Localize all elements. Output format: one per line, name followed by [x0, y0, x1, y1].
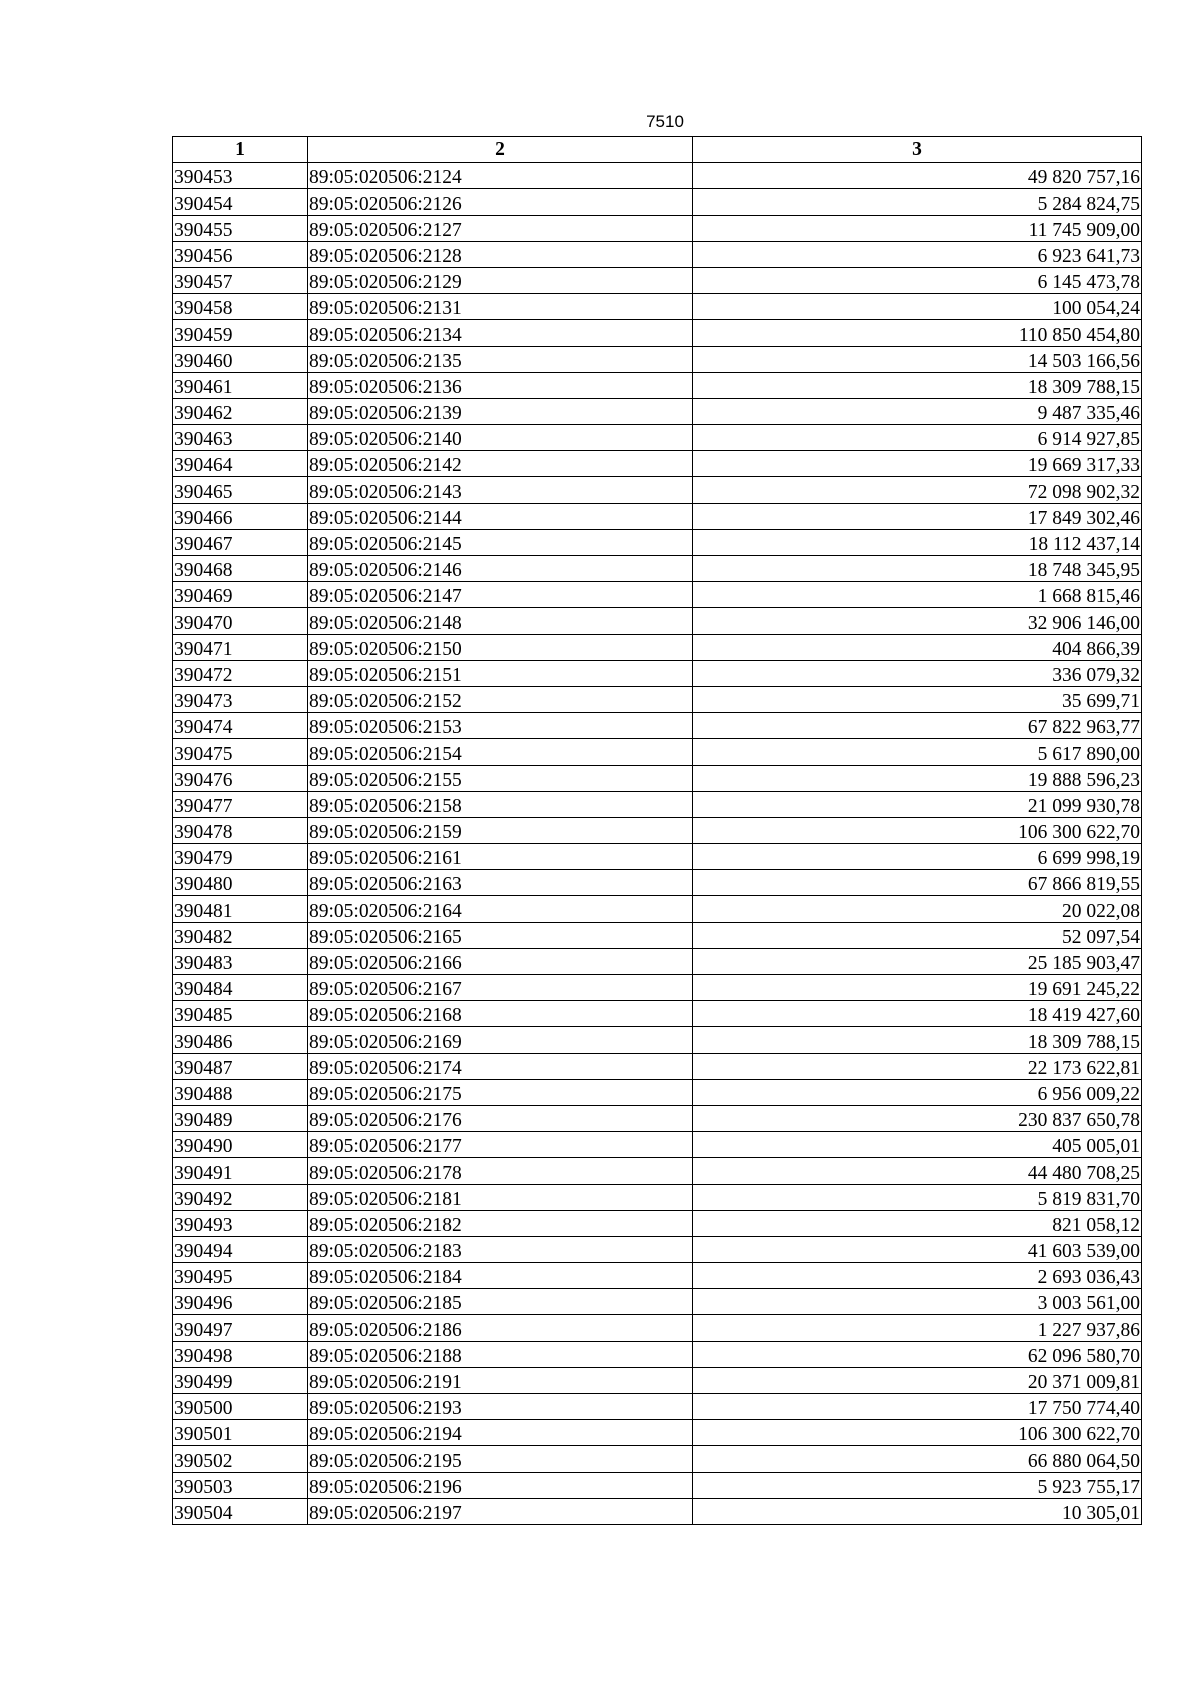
cadastral-number-cell: 89:05:020506:2164 [308, 896, 693, 922]
value-cell: 14 503 166,56 [693, 346, 1142, 372]
column-header-1: 1 [173, 137, 308, 163]
value-cell: 25 185 903,47 [693, 948, 1142, 974]
value-cell: 41 603 539,00 [693, 1236, 1142, 1262]
cadastral-number-cell: 89:05:020506:2176 [308, 1105, 693, 1131]
row-id-cell: 390502 [173, 1446, 308, 1472]
value-cell: 821 058,12 [693, 1210, 1142, 1236]
cadastral-number-cell: 89:05:020506:2185 [308, 1289, 693, 1315]
table-row [173, 267, 1142, 293]
cadastral-number-cell: 89:05:020506:2150 [308, 634, 693, 660]
table-row [173, 1446, 1142, 1472]
table-row [173, 608, 1142, 634]
cadastral-number-cell: 89:05:020506:2155 [308, 765, 693, 791]
table-row [173, 1158, 1142, 1184]
row-id-cell: 390479 [173, 844, 308, 870]
value-cell: 405 005,01 [693, 1132, 1142, 1158]
cadastral-number-cell: 89:05:020506:2163 [308, 870, 693, 896]
row-id-cell: 390470 [173, 608, 308, 634]
table-row [173, 1001, 1142, 1027]
value-cell: 3 003 561,00 [693, 1289, 1142, 1315]
table-row [173, 948, 1142, 974]
value-cell: 67 866 819,55 [693, 870, 1142, 896]
table-row [173, 896, 1142, 922]
row-id-cell: 390492 [173, 1184, 308, 1210]
row-id-cell: 390457 [173, 267, 308, 293]
row-id-cell: 390500 [173, 1394, 308, 1420]
table-row [173, 817, 1142, 843]
table-row [173, 713, 1142, 739]
row-id-cell: 390458 [173, 294, 308, 320]
row-id-cell: 390504 [173, 1498, 308, 1524]
row-id-cell: 390476 [173, 765, 308, 791]
value-cell: 49 820 757,16 [693, 163, 1142, 189]
value-cell: 110 850 454,80 [693, 320, 1142, 346]
row-id-cell: 390461 [173, 372, 308, 398]
value-cell: 72 098 902,32 [693, 477, 1142, 503]
row-id-cell: 390469 [173, 582, 308, 608]
table-row [173, 975, 1142, 1001]
row-id-cell: 390489 [173, 1105, 308, 1131]
value-cell: 5 617 890,00 [693, 739, 1142, 765]
row-id-cell: 390488 [173, 1079, 308, 1105]
value-cell: 5 284 824,75 [693, 189, 1142, 215]
cadastral-number-cell: 89:05:020506:2183 [308, 1236, 693, 1262]
table-row [173, 189, 1142, 215]
column-header-2: 2 [308, 137, 693, 163]
table-row [173, 1315, 1142, 1341]
row-id-cell: 390459 [173, 320, 308, 346]
row-id-cell: 390456 [173, 241, 308, 267]
value-cell: 5 819 831,70 [693, 1184, 1142, 1210]
table-row [173, 241, 1142, 267]
table-row [173, 922, 1142, 948]
table-row [173, 1210, 1142, 1236]
value-cell: 32 906 146,00 [693, 608, 1142, 634]
table-row [173, 1105, 1142, 1131]
value-cell: 106 300 622,70 [693, 817, 1142, 843]
table-row [173, 215, 1142, 241]
row-id-cell: 390465 [173, 477, 308, 503]
table-row [173, 398, 1142, 424]
value-cell: 18 309 788,15 [693, 1027, 1142, 1053]
row-id-cell: 390477 [173, 791, 308, 817]
data-table [172, 136, 1142, 1525]
row-id-cell: 390473 [173, 686, 308, 712]
value-cell: 11 745 909,00 [693, 215, 1142, 241]
table-row [173, 451, 1142, 477]
table-row [173, 1236, 1142, 1262]
table-row [173, 1289, 1142, 1315]
table-row [173, 1263, 1142, 1289]
cadastral-number-cell: 89:05:020506:2197 [308, 1498, 693, 1524]
row-id-cell: 390491 [173, 1158, 308, 1184]
value-cell: 18 309 788,15 [693, 372, 1142, 398]
value-cell: 18 419 427,60 [693, 1001, 1142, 1027]
table-row [173, 686, 1142, 712]
cadastral-number-cell: 89:05:020506:2175 [308, 1079, 693, 1105]
table-row [173, 1498, 1142, 1524]
value-cell: 106 300 622,70 [693, 1420, 1142, 1446]
cadastral-number-cell: 89:05:020506:2184 [308, 1263, 693, 1289]
table-row [173, 791, 1142, 817]
cadastral-number-cell: 89:05:020506:2147 [308, 582, 693, 608]
table-row [173, 1053, 1142, 1079]
table-row [173, 529, 1142, 555]
row-id-cell: 390490 [173, 1132, 308, 1158]
cadastral-number-cell: 89:05:020506:2154 [308, 739, 693, 765]
value-cell: 20 371 009,81 [693, 1367, 1142, 1393]
cadastral-number-cell: 89:05:020506:2129 [308, 267, 693, 293]
table-row [173, 582, 1142, 608]
value-cell: 336 079,32 [693, 660, 1142, 686]
table-row [173, 477, 1142, 503]
cadastral-number-cell: 89:05:020506:2158 [308, 791, 693, 817]
cadastral-number-cell: 89:05:020506:2144 [308, 503, 693, 529]
cadastral-number-cell: 89:05:020506:2148 [308, 608, 693, 634]
table-row [173, 1079, 1142, 1105]
cadastral-number-cell: 89:05:020506:2135 [308, 346, 693, 372]
row-id-cell: 390495 [173, 1263, 308, 1289]
cadastral-number-cell: 89:05:020506:2131 [308, 294, 693, 320]
cadastral-number-cell: 89:05:020506:2128 [308, 241, 693, 267]
cadastral-number-cell: 89:05:020506:2167 [308, 975, 693, 1001]
value-cell: 21 099 930,78 [693, 791, 1142, 817]
row-id-cell: 390496 [173, 1289, 308, 1315]
table-row [173, 1472, 1142, 1498]
row-id-cell: 390475 [173, 739, 308, 765]
row-id-cell: 390498 [173, 1341, 308, 1367]
table-row [173, 1394, 1142, 1420]
value-cell: 10 305,01 [693, 1498, 1142, 1524]
value-cell: 6 145 473,78 [693, 267, 1142, 293]
row-id-cell: 390501 [173, 1420, 308, 1446]
row-id-cell: 390487 [173, 1053, 308, 1079]
value-cell: 404 866,39 [693, 634, 1142, 660]
row-id-cell: 390472 [173, 660, 308, 686]
cadastral-number-cell: 89:05:020506:2194 [308, 1420, 693, 1446]
cadastral-number-cell: 89:05:020506:2177 [308, 1132, 693, 1158]
value-cell: 17 750 774,40 [693, 1394, 1142, 1420]
row-id-cell: 390466 [173, 503, 308, 529]
cadastral-number-cell: 89:05:020506:2174 [308, 1053, 693, 1079]
cadastral-number-cell: 89:05:020506:2161 [308, 844, 693, 870]
value-cell: 100 054,24 [693, 294, 1142, 320]
value-cell: 19 888 596,23 [693, 765, 1142, 791]
table-row [173, 503, 1142, 529]
row-id-cell: 390453 [173, 163, 308, 189]
value-cell: 230 837 650,78 [693, 1105, 1142, 1131]
row-id-cell: 390503 [173, 1472, 308, 1498]
cadastral-number-cell: 89:05:020506:2139 [308, 398, 693, 424]
value-cell: 19 669 317,33 [693, 451, 1142, 477]
table-row [173, 634, 1142, 660]
row-id-cell: 390494 [173, 1236, 308, 1262]
row-id-cell: 390471 [173, 634, 308, 660]
row-id-cell: 390497 [173, 1315, 308, 1341]
value-cell: 18 748 345,95 [693, 556, 1142, 582]
cadastral-number-cell: 89:05:020506:2134 [308, 320, 693, 346]
cadastral-number-cell: 89:05:020506:2153 [308, 713, 693, 739]
value-cell: 67 822 963,77 [693, 713, 1142, 739]
row-id-cell: 390468 [173, 556, 308, 582]
table-row [173, 346, 1142, 372]
cadastral-number-cell: 89:05:020506:2193 [308, 1394, 693, 1420]
cadastral-number-cell: 89:05:020506:2196 [308, 1472, 693, 1498]
value-cell: 66 880 064,50 [693, 1446, 1142, 1472]
cadastral-number-cell: 89:05:020506:2195 [308, 1446, 693, 1472]
value-cell: 35 699,71 [693, 686, 1142, 712]
table-row [173, 870, 1142, 896]
table-row [173, 372, 1142, 398]
table-row [173, 660, 1142, 686]
table-row [173, 556, 1142, 582]
cadastral-number-cell: 89:05:020506:2165 [308, 922, 693, 948]
cadastral-number-cell: 89:05:020506:2166 [308, 948, 693, 974]
cadastral-number-cell: 89:05:020506:2152 [308, 686, 693, 712]
value-cell: 6 699 998,19 [693, 844, 1142, 870]
value-cell: 6 956 009,22 [693, 1079, 1142, 1105]
cadastral-number-cell: 89:05:020506:2182 [308, 1210, 693, 1236]
table-row [173, 1367, 1142, 1393]
row-id-cell: 390483 [173, 948, 308, 974]
value-cell: 9 487 335,46 [693, 398, 1142, 424]
row-id-cell: 390484 [173, 975, 308, 1001]
cadastral-number-cell: 89:05:020506:2143 [308, 477, 693, 503]
table-header-row [173, 137, 1142, 163]
row-id-cell: 390464 [173, 451, 308, 477]
value-cell: 18 112 437,14 [693, 529, 1142, 555]
cadastral-number-cell: 89:05:020506:2140 [308, 425, 693, 451]
cadastral-number-cell: 89:05:020506:2146 [308, 556, 693, 582]
cadastral-number-cell: 89:05:020506:2181 [308, 1184, 693, 1210]
cadastral-number-cell: 89:05:020506:2178 [308, 1158, 693, 1184]
value-cell: 17 849 302,46 [693, 503, 1142, 529]
row-id-cell: 390486 [173, 1027, 308, 1053]
value-cell: 22 173 622,81 [693, 1053, 1142, 1079]
cadastral-number-cell: 89:05:020506:2186 [308, 1315, 693, 1341]
value-cell: 6 914 927,85 [693, 425, 1142, 451]
table-row [173, 294, 1142, 320]
table-row [173, 1420, 1142, 1446]
row-id-cell: 390485 [173, 1001, 308, 1027]
cadastral-number-cell: 89:05:020506:2169 [308, 1027, 693, 1053]
row-id-cell: 390455 [173, 215, 308, 241]
table-row [173, 739, 1142, 765]
row-id-cell: 390478 [173, 817, 308, 843]
value-cell: 20 022,08 [693, 896, 1142, 922]
table-row [173, 844, 1142, 870]
value-cell: 44 480 708,25 [693, 1158, 1142, 1184]
cadastral-number-cell: 89:05:020506:2127 [308, 215, 693, 241]
table-row [173, 1184, 1142, 1210]
row-id-cell: 390482 [173, 922, 308, 948]
value-cell: 2 693 036,43 [693, 1263, 1142, 1289]
cadastral-number-cell: 89:05:020506:2188 [308, 1341, 693, 1367]
cadastral-number-cell: 89:05:020506:2151 [308, 660, 693, 686]
cadastral-number-cell: 89:05:020506:2126 [308, 189, 693, 215]
page-number: 7510 [646, 112, 684, 131]
row-id-cell: 390467 [173, 529, 308, 555]
cadastral-number-cell: 89:05:020506:2136 [308, 372, 693, 398]
table-row [173, 425, 1142, 451]
cadastral-number-cell: 89:05:020506:2124 [308, 163, 693, 189]
row-id-cell: 390474 [173, 713, 308, 739]
value-cell: 1 227 937,86 [693, 1315, 1142, 1341]
table-row [173, 1027, 1142, 1053]
table-row [173, 1341, 1142, 1367]
table-row [173, 1132, 1142, 1158]
row-id-cell: 390493 [173, 1210, 308, 1236]
row-id-cell: 390463 [173, 425, 308, 451]
row-id-cell: 390499 [173, 1367, 308, 1393]
row-id-cell: 390454 [173, 189, 308, 215]
value-cell: 62 096 580,70 [693, 1341, 1142, 1367]
cadastral-number-cell: 89:05:020506:2142 [308, 451, 693, 477]
cadastral-number-cell: 89:05:020506:2168 [308, 1001, 693, 1027]
cadastral-number-cell: 89:05:020506:2191 [308, 1367, 693, 1393]
cadastral-number-cell: 89:05:020506:2145 [308, 529, 693, 555]
table-row [173, 320, 1142, 346]
column-header-3: 3 [693, 137, 1142, 163]
value-cell: 52 097,54 [693, 922, 1142, 948]
value-cell: 19 691 245,22 [693, 975, 1142, 1001]
row-id-cell: 390480 [173, 870, 308, 896]
value-cell: 6 923 641,73 [693, 241, 1142, 267]
cadastral-number-cell: 89:05:020506:2159 [308, 817, 693, 843]
value-cell: 5 923 755,17 [693, 1472, 1142, 1498]
row-id-cell: 390460 [173, 346, 308, 372]
table-row [173, 163, 1142, 189]
table-row [173, 765, 1142, 791]
row-id-cell: 390462 [173, 398, 308, 424]
value-cell: 1 668 815,46 [693, 582, 1142, 608]
table-body [173, 163, 1142, 1525]
row-id-cell: 390481 [173, 896, 308, 922]
